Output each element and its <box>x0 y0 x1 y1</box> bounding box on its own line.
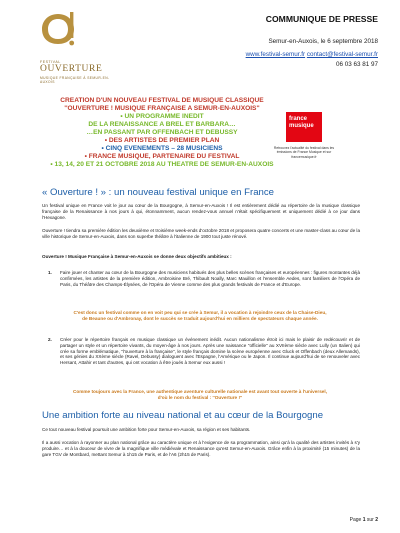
logo-festival-label: FESTIVAL <box>40 60 61 64</box>
france-musique-line2: musique <box>289 123 314 129</box>
page-indicator <box>350 517 378 523</box>
item1-number: 1. <box>48 270 52 275</box>
section2-para1: Ce tout nouveau festival poursuit une ambition forte pour Semur-en-Auxois, sa région et ses habitants. <box>42 427 251 432</box>
press-release-title: COMMUNIQUE DE PRESSE <box>265 14 378 24</box>
headline-line: CREATION D'UN NOUVEAU FESTIVAL DE MUSIQUE CLASSIQUE <box>60 97 264 104</box>
headline-line: ''OUVERTURE ! MUSIQUE FRANÇAISE A SEMUR-EN-AUXOIS'' <box>64 105 260 112</box>
quote2: Comme toujours avec la France, une authentique aventure culturelle nationale est avant tout ouverte à l'universel, d'où le nom du festival : ''Ouverture !'' <box>72 389 328 400</box>
france-musique-logo <box>286 112 322 142</box>
page-label: Page <box>349 517 362 523</box>
email-link[interactable]: contact@festival-semur.fr <box>306 51 378 58</box>
headline-line: • 13, 14, 20 ET 21 OCTOBRE 2018 AU THEATRE DE SEMUR-EN-AUXOIS <box>50 161 274 168</box>
page-total: 2 <box>375 517 378 523</box>
page-of-label: sur <box>366 517 374 523</box>
objectives-lead: Ouverture ! Musique Française à Semur-en-Auxois se donne deux objectifs ambitieux : <box>42 254 232 259</box>
section2-para2: Il a aussi vocation à rayonner au plan national grâce au caractère unique et à l'exigence de sa programmation, ainsi qu'à la qualité des artistes invités à s'y produire… et à la douceur de vivre de la magnifique ville médiévale et Renaissance qu'est Semur-en-Auxois. Grâce enfin à la proximité (15 minutes) de la gare TGV de Montbard, mettant Semur à 1h15 de Paris, et de l'A6 (2h15 de Paris). <box>42 440 360 457</box>
headline-line: • FRANCE MUSIQUE, PARTENAIRE DU FESTIVAL <box>84 153 240 160</box>
logo-tagline: MUSIQUE FRANÇAISE À SEMUR-EN-AUXOIS <box>40 76 110 84</box>
website-link[interactable]: www.festival-semur.fr <box>245 51 306 58</box>
france-musique-line1: france <box>289 116 308 122</box>
partner-caption: Retrouvez l'actualité du festival dans les émissions de France Musique et sur francemusique.fr <box>273 146 335 159</box>
headline-line: • DES ARTISTES DE PREMIER PLAN <box>104 137 220 144</box>
section1-intro: Un festival unique en France voit le jour au cœur de la Bourgogne, à Semur-en-Auxois ! Il est entièrement dédié au répertoire de la musique classique française de la Renaissance à nos jours à qui, étonnamment, aucun rendez-vous annuel n'était spécifiquement et uniquement dédié à ce jour dans l'Hexagone. <box>42 203 360 220</box>
headline-line: DE LA RENAISSANCE A BREL ET BARBARA… <box>88 121 236 128</box>
item2-number: 2. <box>48 337 52 342</box>
date-line: Semur-en-Auxois, le 6 septembre 2018 <box>268 38 378 45</box>
headline-line: • CINQ EVENEMENTS – 28 MUSICIENS <box>101 145 223 152</box>
item1-text: Faire jouer et chanter au cœur de la Bourgogne des musiciens habitués des plus belles scènes françaises et européennes : figures montantes déjà confirmées, les artistes de la première édition, Ambroisine Bré, Thibault Noally, Marc Mauillon et l'ensemble Aedes, sont familiers de l'Opéra de Paris, du Théâtre des Champs-Élysées, de l'Opéra de Vienne comme des plus grands festivals de France et d'Europe. <box>60 270 360 287</box>
headline-line: • UN PROGRAMME INEDIT <box>120 113 204 120</box>
quote1: C'est donc un festival comme on en voit peu qui se crée à Semur, il a vocation à rejoindre ceux de la Chaise-Dieu, de Beaune ou d'Ambronay, dont le succès se traduit aujourd'hui en milliers de spectateurs chaque année. <box>73 310 327 321</box>
section2-heading: Une ambition forte au niveau national et au cœur de la Bourgogne <box>42 410 324 421</box>
headline-line: …EN PASSANT PAR OFFENBACH ET DEBUSSY <box>86 129 238 136</box>
festival-logo-icon <box>36 10 80 48</box>
contact-links <box>246 51 378 58</box>
section1-heading: « Ouverture ! » : un nouveau festival unique en France <box>42 187 274 198</box>
page-number: 1 <box>362 517 366 523</box>
logo-wordmark: OUVERTURE <box>40 64 103 74</box>
phone-number: 06 03 63 81 97 <box>335 61 378 68</box>
section1-para2: Ouverture ! tiendra sa première édition les deuxième et troisième week-ends d'octobre 2018 et proposera quatre concerts et une master-class au cœur de la ville historique de Semur-en-Auxois, dans son superbe théâtre à l'italienne de 1900 tout juste rénové. <box>42 228 361 239</box>
item2-text: Créer pour le répertoire français en musique classique un événement inédit. Aucun nationalisme étroit ici mais le plaisir de redécouvrir et de partager un style et un répertoire vivants, du moyen-âge à nos jours. Après une naissance ''officielle'' au XVIIème siècle avec Lully (un Italien) qui crée sa forme emblématique, ''l'ouverture à la française'', le style français domine la scène européenne avec Gluck et Offenbach (deux Allemands), et ses génies du XXème siècle (Ravel, Debussy) dialoguent avec l'Espagne, l'Amérique ou le Japon. Il continue aujourd'hui de se renouveler avec Hersant, Attahir et tant d'autres, qui ont vocation à être joués à Semur eux aussi ! <box>60 337 360 366</box>
